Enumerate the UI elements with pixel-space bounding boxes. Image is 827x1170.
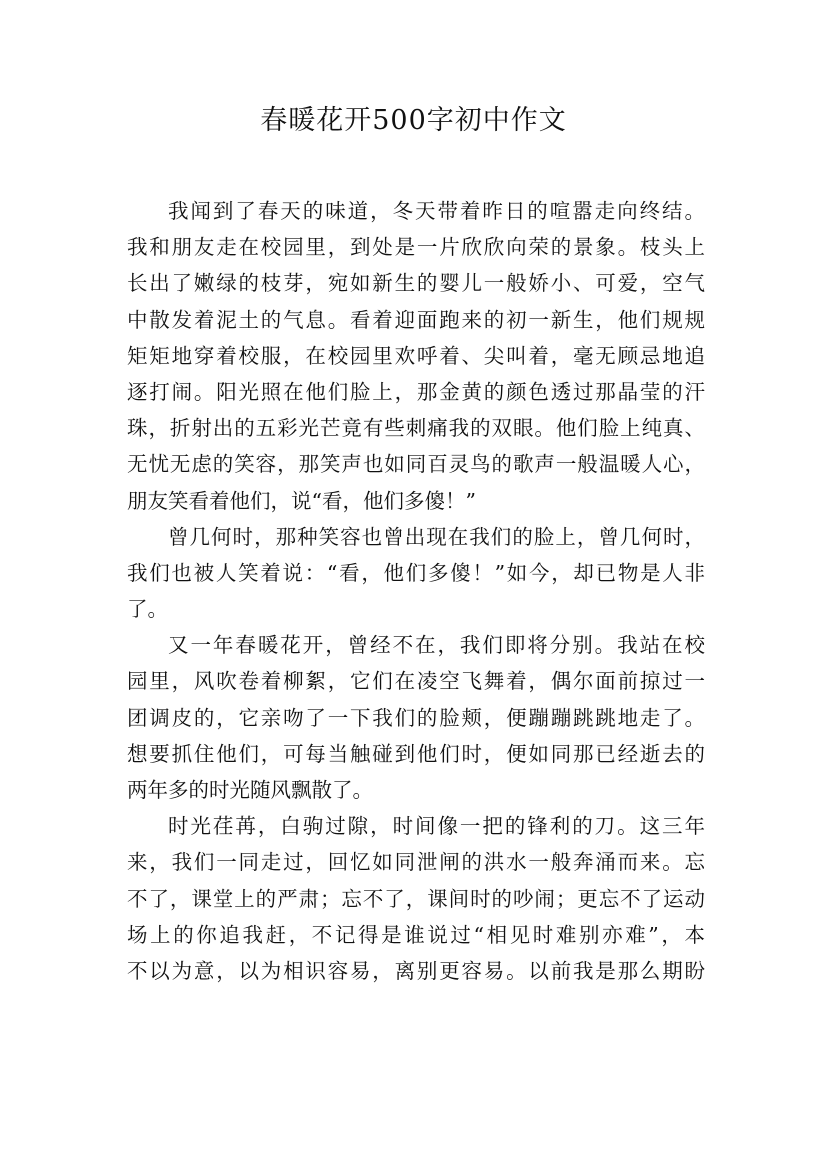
paragraph bbox=[127, 808, 705, 989]
text-line: 曾几何时，那种笑容也曾出现在我们的脸上，曾几何时， bbox=[168, 524, 705, 549]
text-line: 中散发着泥土的气息。看着迎面跑来的初一新生，他们规规 bbox=[127, 307, 705, 332]
text-line: 逐打闹。阳光照在他们脸上，那金黄的颜色透过那晶莹的汗 bbox=[127, 379, 705, 404]
text-line: 来，我们一同走过，回忆如同泄闸的洪水一般奔涌而来。忘 bbox=[127, 850, 705, 875]
text-line: 我闻到了春天的味道，冬天带着昨日的喧嚣走向终结。 bbox=[168, 199, 705, 223]
text-line: 朋友笑看着他们，说“看，他们多傻！” bbox=[127, 488, 476, 513]
text-line: 时光荏苒，白驹过隙，时间像一把的锋利的刀。这三年 bbox=[168, 814, 705, 839]
paragraph bbox=[127, 519, 705, 628]
text-line: 我们也被人笑着说：“看，他们多傻！”如今，却已物是人非 bbox=[127, 560, 705, 585]
text-line: 长出了嫩绿的枝芽，宛如新生的婴儿一般娇小、可爱，空气 bbox=[127, 271, 705, 296]
text-line: 两年多的时光随风飘散了。 bbox=[127, 778, 373, 802]
paragraph bbox=[127, 193, 705, 519]
text-line: 团调皮的，它亲吻了一下我们的脸颊，便蹦蹦跳跳地走了。 bbox=[127, 705, 705, 730]
text-line: 不了，课堂上的严肃；忘不了，课间时的吵闹；更忘不了运动 bbox=[127, 886, 705, 911]
document-title: 春暖花开500字初中作文 bbox=[260, 105, 567, 136]
text-line: 不以为意，以为相识容易，离别更容易。以前我是那么期盼 bbox=[127, 958, 705, 983]
essay-body bbox=[127, 193, 705, 989]
text-line: 矩矩地穿着校服，在校园里欢呼着、尖叫着，毫无顾忌地追 bbox=[127, 343, 705, 368]
text-line: 又一年春暖花开，曾经不在，我们即将分别。我站在校 bbox=[168, 633, 705, 658]
text-line: 无忧无虑的笑容，那笑声也如同百灵鸟的歌声一般温暖人心， bbox=[127, 452, 705, 477]
text-line: 场上的你追我赶，不记得是谁说过“相见时难别亦难”，本 bbox=[127, 922, 705, 947]
text-line: 想要抓住他们，可每当触碰到他们时，便如同那已经逝去的 bbox=[127, 741, 705, 766]
text-line: 珠，折射出的五彩光芒竟有些刺痛我的双眼。他们脸上纯真、 bbox=[127, 416, 705, 441]
paragraph bbox=[127, 627, 705, 808]
text-line: 我和朋友走在校园里，到处是一片欣欣向荣的景象。枝头上 bbox=[127, 235, 705, 260]
text-line: 了。 bbox=[127, 597, 168, 622]
text-line: 园里，风吹卷着柳絮，它们在凌空飞舞着，偶尔面前掠过一 bbox=[127, 669, 705, 694]
